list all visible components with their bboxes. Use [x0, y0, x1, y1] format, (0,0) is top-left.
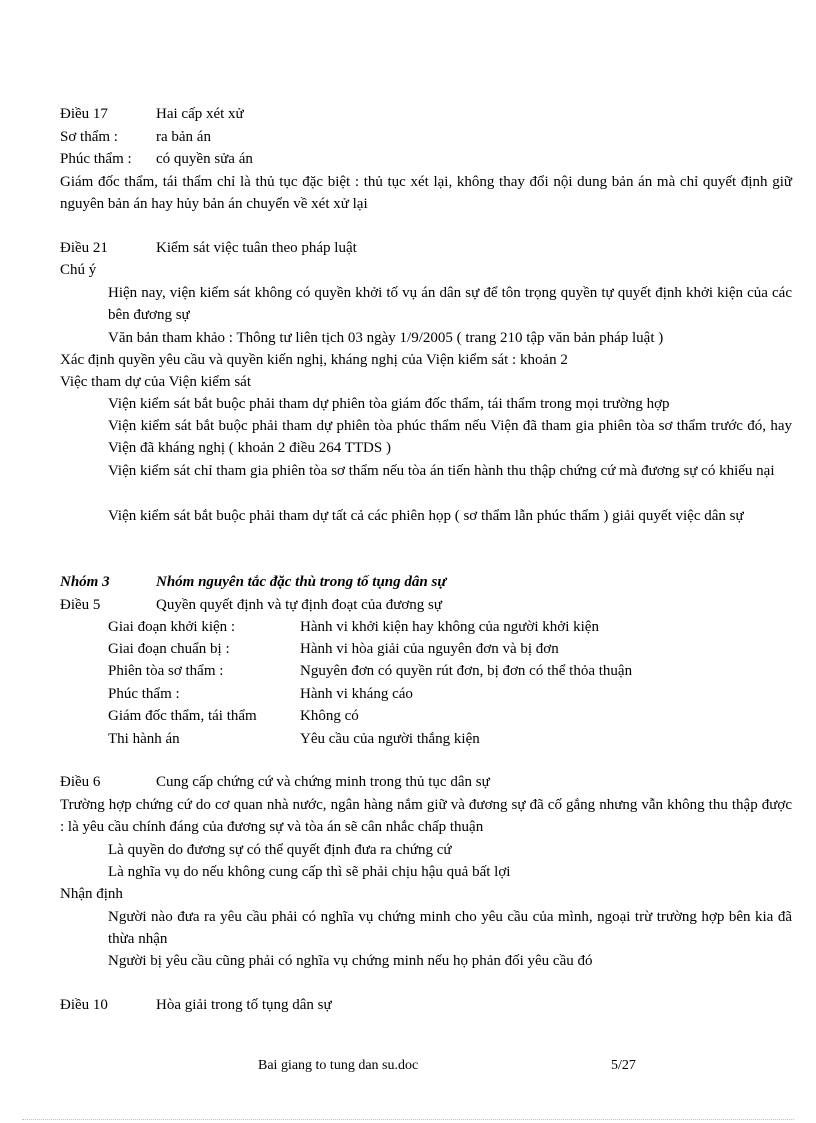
xac-dinh-line: Xác định quyền yêu cầu và quyền kiến nghị, kháng nghị của Viện kiểm sát : khoản 2 — [60, 352, 568, 368]
viec-tham-du-heading: Việc tham dự của Viện kiểm sát — [60, 374, 251, 390]
giai-doan-key: Thi hành án — [108, 731, 180, 747]
dieu21-title: Kiểm sát việc tuân theo pháp luật — [156, 240, 357, 256]
nhom3-label: Nhóm 3 — [60, 574, 110, 590]
footer-page-number: 5/27 — [611, 1058, 636, 1073]
chung-cu-paragraph: Trường hợp chứng cứ do cơ quan nhà nước, ngân hàng nắm giữ và đương sự đã cố gắng nhưng vẫn không thu thập được : là yêu cầu chính đáng của đương sự và tòa án sẽ cân nhắc chấp thuận — [60, 797, 792, 835]
giam-doc-tham-paragraph: Giám đốc thẩm, tái thẩm chỉ là thủ tục đặc biệt : thủ tục xét lại, không thay đổi nội dung bản án mà chỉ quyết định giữ nguyên bản án hay hủy bản án chuyển về xét xử lại — [60, 174, 792, 212]
tham-du-item-3: Viện kiểm sát chỉ tham gia phiên tòa sơ thẩm nếu tòa án tiến hành thu thập chứng cứ mà đương sự có khiếu nại — [108, 463, 775, 479]
page-bottom-divider — [22, 1119, 794, 1120]
giai-doan-value: Hành vi khởi kiện hay không của người khởi kiện — [300, 619, 599, 635]
dieu5-label: Điều 5 — [60, 597, 101, 613]
dieu10-title: Hòa giải trong tố tụng dân sự — [156, 997, 332, 1013]
nghia-vu-line: Là nghĩa vụ do nếu không cung cấp thì sẽ phải chịu hậu quả bất lợi — [108, 864, 511, 880]
phuc-tham-text: có quyền sửa án — [156, 151, 253, 167]
dieu6-title: Cung cấp chứng cứ và chứng minh trong thủ tục dân sự — [156, 774, 490, 790]
dieu5-title: Quyền quyết định và tự định đoạt của đương sự — [156, 597, 443, 613]
giai-doan-value: Yêu cầu của người thắng kiện — [300, 731, 480, 747]
chu-y-note-2: Văn bản tham khảo : Thông tư liên tịch 03 ngày 1/9/2005 ( trang 210 tập văn bản pháp luật ) — [108, 330, 664, 346]
nhan-dinh-item-1: Người nào đưa ra yêu cầu phải có nghĩa vụ chứng minh cho yêu cầu của mình, ngoại trừ trường hợp bên kia đã thừa nhận — [108, 909, 792, 947]
tham-du-item-2: Viện kiểm sát bắt buộc phải tham dự phiên tòa phúc thẩm nếu Viện đã tham gia phiên tòa sơ thẩm trước đó, hay Viện đã kháng nghị ( khoản 2 điều 264 TTDS ) — [108, 418, 792, 456]
chu-y-heading: Chú ý — [60, 262, 97, 278]
dieu17-title: Hai cấp xét xử — [156, 106, 244, 122]
nhan-dinh-item-2: Người bị yêu cầu cũng phải có nghĩa vụ chứng minh nếu họ phản đối yêu cầu đó — [108, 953, 593, 969]
tham-du-item-4: Viện kiểm sát bắt buộc phải tham dự tất cả các phiên họp ( sơ thẩm lẫn phúc thẩm ) giải quyết việc dân sự — [108, 508, 744, 524]
giai-doan-value: Hành vi hòa giải của nguyên đơn và bị đơn — [300, 641, 559, 657]
nhan-dinh-heading: Nhận định — [60, 886, 123, 902]
giai-doan-key: Phiên tòa sơ thẩm : — [108, 663, 224, 679]
tham-du-item-1: Viện kiểm sát bắt buộc phải tham dự phiên tòa giám đốc thẩm, tái thẩm trong mọi trường hợp — [108, 396, 670, 412]
giai-doan-key: Giai đoạn chuẩn bị : — [108, 641, 230, 657]
so-tham-text: ra bản án — [156, 129, 211, 145]
so-tham-label: Sơ thẩm : — [60, 129, 118, 145]
giai-doan-value: Hành vi kháng cáo — [300, 686, 413, 702]
dieu21-label: Điều 21 — [60, 240, 108, 256]
giai-doan-value: Nguyên đơn có quyền rút đơn, bị đơn có thể thỏa thuận — [300, 663, 633, 679]
quyen-line: Là quyền do đương sự có thể quyết định đưa ra chứng cứ — [108, 842, 452, 858]
dieu10-label: Điều 10 — [60, 997, 108, 1013]
dieu6-label: Điều 6 — [60, 774, 101, 790]
phuc-tham-label: Phúc thẩm : — [60, 151, 132, 167]
giai-doan-value: Không có — [300, 708, 359, 724]
chu-y-note-1: Hiện nay, viện kiểm sát không có quyền khởi tố vụ án dân sự để tôn trọng quyền tự quyết định khởi kiện của các bên đương sự — [108, 285, 792, 323]
nhom3-title: Nhóm nguyên tắc đặc thù trong tố tụng dân sự — [156, 574, 447, 590]
giai-doan-key: Giai đoạn khởi kiện : — [108, 619, 236, 635]
giai-doan-key: Phúc thẩm : — [108, 686, 180, 702]
footer-filename: Bai giang to tung dan su.doc — [258, 1058, 419, 1073]
dieu17-label: Điều 17 — [60, 106, 108, 122]
giai-doan-key: Giám đốc thẩm, tái thẩm — [108, 708, 257, 724]
